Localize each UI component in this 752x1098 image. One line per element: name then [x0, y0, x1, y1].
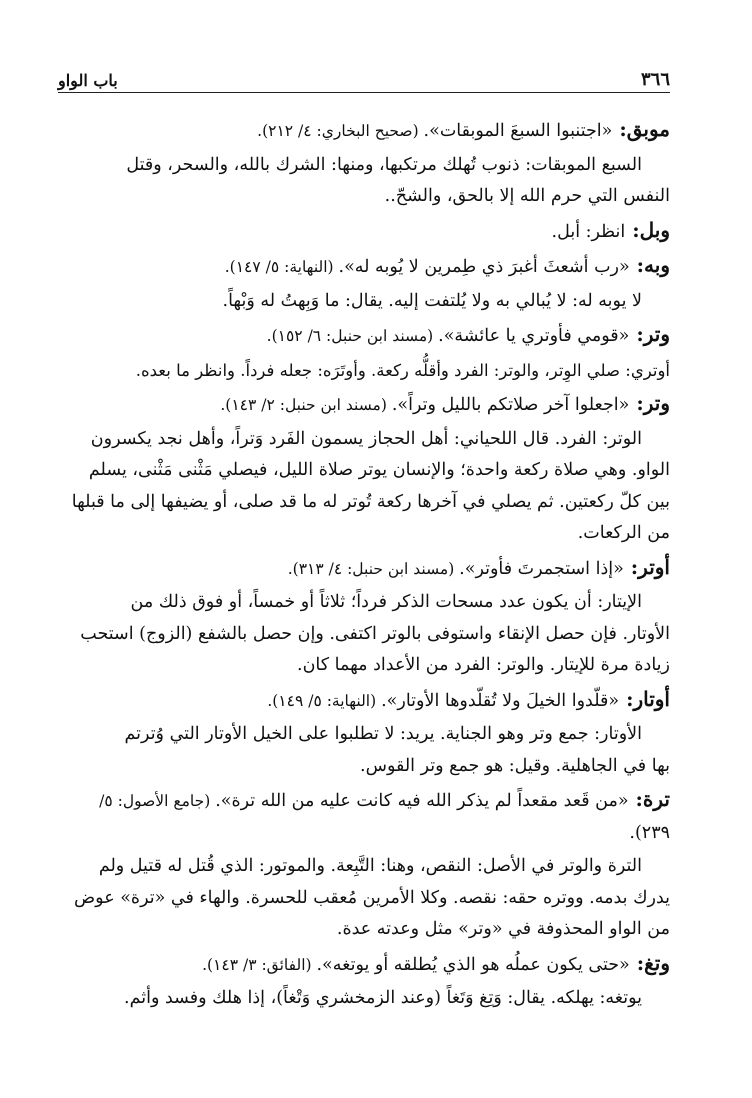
- entry-line: [62, 684, 670, 718]
- headword: ترة:: [628, 787, 670, 811]
- quotation: «قومي فأوتري يا عائشة».: [438, 326, 630, 346]
- paragraph-line: لا يوبه له: لا يُبالي به ولا يُلتفت إليه. يقال: ما وَبِهتُ له وَبْهاً.: [222, 290, 642, 311]
- quotation: «قلّدوا الخيلَ ولا تُقلّدوها الأوتار».: [381, 690, 620, 711]
- entry-line: [62, 250, 670, 284]
- paragraph-line: من الركعات.: [577, 523, 670, 543]
- paragraph-line: الترة والوتر في الأصل: النقص، وهنا: التَّبِعة. والموتور: الذي قُتل له قتيل ولم: [98, 856, 642, 876]
- paragraph-line: الأوتار: جمع وتر وهو الجناية. يريد: لا تطلبوا على الخيل الأوتار التي وُترتم: [124, 724, 642, 744]
- paragraph-line: النفس التي حرم الله إلا بالحق، والشحّ..: [384, 186, 670, 206]
- source-citation: (الفائق: ٣/ ١٤٣).: [202, 955, 317, 974]
- page-number: ٣٦٦: [640, 69, 670, 90]
- headword: وتغ:: [629, 950, 670, 975]
- quotation: «اجتنبوا السبعَ الموبقات».: [423, 121, 613, 141]
- entry-line: [62, 784, 670, 818]
- source-citation: (مسند ابن حنبل: ٤/ ٣١٣).: [287, 559, 460, 578]
- headword: أوتر:: [623, 554, 670, 579]
- paragraph-line: زيادة مرة للإيتار. والوتر: الفرد من الأعداد مهما كان.: [297, 655, 670, 675]
- page-body: [62, 114, 670, 1015]
- header-divider: [58, 92, 670, 93]
- paragraph-line: يدرك بدمه. ووتره حقه: نقصه. وكلا الأمرين مُعقب للحسرة. والهاء في «ترة» عوض: [74, 887, 670, 908]
- entry-line: [62, 948, 670, 982]
- quotation: «من قَعد مقعداً لم يذكر الله فيه كانت عليه من الله ترة».: [215, 791, 629, 811]
- source-citation: (النهاية: ٥/ ١٤٩).: [267, 691, 382, 710]
- running-header: [58, 62, 670, 90]
- headword: أوتار:: [619, 686, 670, 711]
- chapter-title: باب الواو: [58, 71, 118, 90]
- dictionary-entry: [62, 215, 670, 249]
- explanation-paragraph: [62, 851, 670, 946]
- paragraph-line: السبع الموبقات: ذنوب تُهلك مرتكبها، ومنها: الشرك بالله، والسحر، وقتل: [126, 154, 642, 175]
- source-citation: (جامع الأصول: ٥/: [99, 792, 216, 810]
- dictionary-entry: [62, 114, 670, 148]
- paragraph-line: الإيتار: أن يكون عدد مسحات الذكر فرداً؛ ثلاثاً أو خمساً، أو فوق ذلك من: [130, 592, 642, 612]
- dictionary-entry: [62, 684, 670, 718]
- source-citation: (النهاية: ٥/ ١٤٧).: [224, 258, 339, 276]
- dictionary-entry: [62, 948, 670, 982]
- paragraph-line: يوتغه: يهلكه. يقال: وَتِغ وَتَغاً (وعند الزمخشري وَتْغاً)، إذا هلك وفسد وأثم.: [124, 988, 642, 1008]
- dictionary-entry: [62, 784, 670, 849]
- headword: وبه:: [629, 253, 670, 277]
- headword: وبل:: [625, 217, 670, 242]
- dictionary-entry: [62, 319, 670, 353]
- paragraph-line: الواو. وهي صلاة ركعة واحدة؛ والإنسان يوتر صلاة الليل، فيصلي مَثْنى مَثْنى، يسلم: [88, 460, 670, 480]
- quotation: ٢٣٩).: [629, 822, 670, 843]
- explanation-paragraph: [62, 587, 670, 682]
- entry-line: [62, 552, 670, 586]
- dictionary-entry: [62, 250, 670, 284]
- paragraph-line: الأوتار. فإن حصل الإنقاء واستوفى بالوتر اكتفى. وإن حصل بالشفع (الزوج) استحب: [80, 623, 670, 644]
- headword: وتر:: [629, 391, 670, 415]
- source-citation: (مسند ابن حنبل: ٢/ ١٤٣).: [220, 396, 392, 414]
- headword: موبق:: [612, 117, 670, 141]
- headword: وتر:: [629, 322, 670, 346]
- quotation: «رب أشعثَ أغبرَ ذي طِمرين لا يُوبه له».: [338, 257, 630, 277]
- paragraph-line: بها في الجاهلية. وقيل: هو جمع وتر القوس.: [360, 755, 670, 776]
- entry-line: [62, 114, 670, 148]
- paragraph-line: الوتر: الفرد. قال اللحياني: أهل الحجاز يسمون الفَرد وَتراً، وأهل نجد يكسرون: [90, 428, 642, 449]
- quotation: انظر: أبل.: [551, 221, 626, 242]
- explanation-paragraph: [62, 983, 670, 1015]
- explanation-paragraph: [62, 355, 670, 387]
- entry-line: [62, 215, 670, 249]
- dictionary-entry: [62, 552, 670, 586]
- explanation-paragraph: [62, 286, 670, 318]
- source-citation: (صحيح البخاري: ٤/ ٢١٢).: [257, 122, 424, 140]
- source-citation: (مسند ابن حنبل: ٦/ ١٥٢).: [266, 327, 439, 345]
- dictionary-entry: [62, 388, 670, 422]
- quotation: «اجعلوا آخر صلاتكم بالليل وتراً».: [391, 395, 630, 415]
- entry-line: [62, 388, 670, 422]
- entry-line: [62, 319, 670, 353]
- quotation: «إذا استجمرتَ فأوتر».: [459, 558, 624, 579]
- explanation-paragraph: [62, 424, 670, 550]
- explanation-paragraph: [62, 150, 670, 213]
- paragraph-line: من الواو المحذوفة في «وتر» مثل وعدته عدة.: [336, 919, 670, 939]
- explanation-paragraph: [62, 719, 670, 782]
- quotation: «حتى يكون عملُه هو الذي يُطلقه أو يوتغه».: [316, 954, 630, 975]
- entry-line: [62, 818, 670, 850]
- paragraph-line: أوتري: صلي الوِتر، والوتر: الفرد وأقلُّه ركعة. وأوتَرَه: جعله فرداً. وانظر ما بعده.: [135, 360, 670, 380]
- paragraph-line: بين كلّ ركعتين. ثم يصلي في آخرها ركعة تُوتر له ما قد صلى، أو يضيفها إلى ما قبلها: [71, 491, 670, 512]
